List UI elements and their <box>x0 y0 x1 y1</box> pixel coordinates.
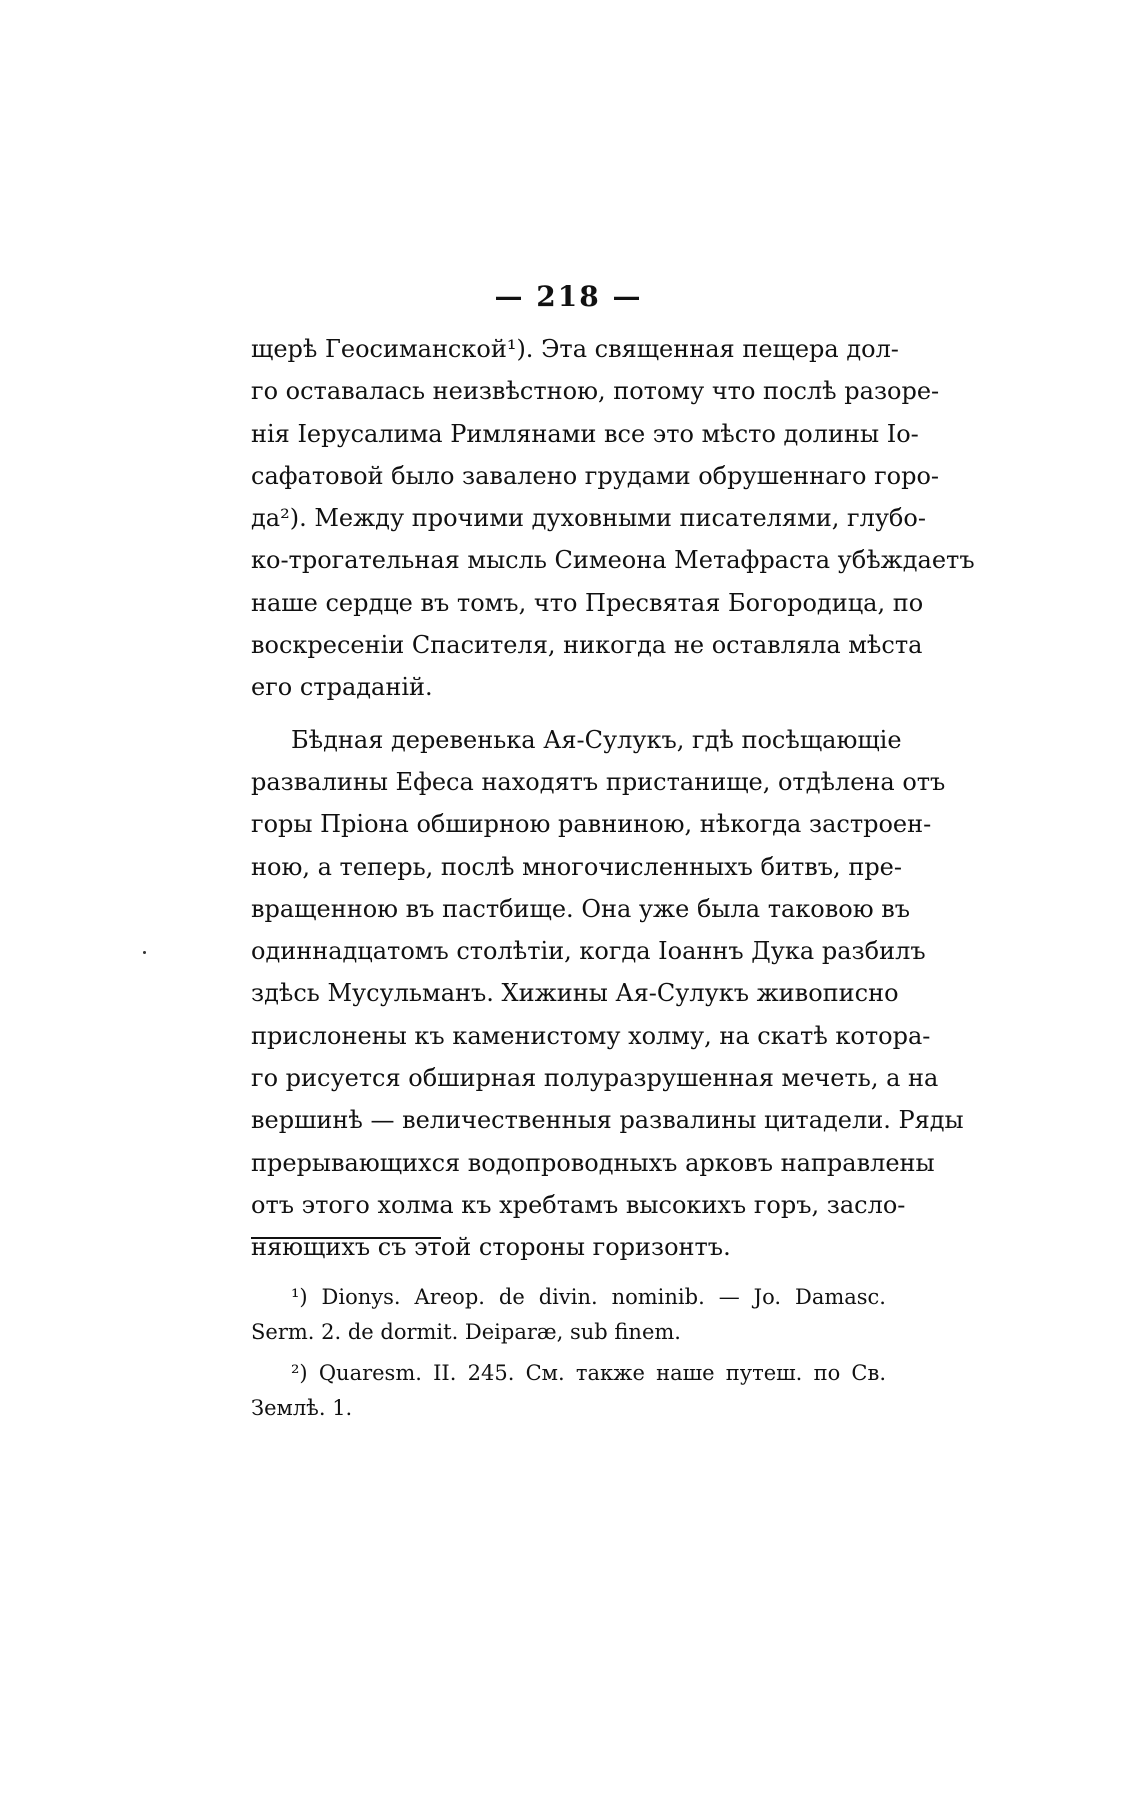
text-line: вращенною въ пастбище. Она уже была таковою въ <box>251 894 910 923</box>
book-page <box>251 0 975 1811</box>
text-line: щерѣ Геосиманской¹). Эта священная пещера дол- <box>251 335 899 363</box>
text-line: отъ этого холма къ хребтамъ высокихъ горъ, заслo- <box>251 1190 906 1219</box>
footnote-line: Землѣ. 1. <box>251 1396 353 1420</box>
text-line: нія Іерусалима Римлянами все это мѣсто долины Іо- <box>251 419 919 448</box>
text-line: воскресеніи Спасителя, никогда не оставляла мѣста <box>251 631 923 660</box>
paragraph-gap <box>251 709 886 719</box>
text-line: его страданій. <box>251 673 433 702</box>
text-line: няющихъ съ этой стороны горизонтъ. <box>251 1233 731 1262</box>
scan-speck <box>143 951 146 954</box>
text-line: прерывающихся водопроводныхъ арковъ направлены <box>251 1148 935 1177</box>
footnote-line: ¹) Dionys. Areop. de divin. nominib. — Jo. Damasc. <box>291 1285 886 1309</box>
page-number: — 218 — <box>494 280 643 313</box>
text-line: сафатовой было завалено грудами обрушеннаго горо- <box>251 461 940 490</box>
text-line: Бѣдная деревенька Ая-Сулукъ, гдѣ посѣщающіе <box>291 725 902 754</box>
footnotes <box>251 1280 886 1426</box>
footnote-rule <box>251 1237 441 1239</box>
text-line: одиннадцатомъ столѣтіи, когда Іоаннъ Дука разбилъ <box>251 937 926 966</box>
text-line: да²). Между прочими духовными писателями, глубо- <box>251 504 926 533</box>
text-line: ко-трогательная мысль Симеона Метафраста убѣждаетъ <box>251 546 975 575</box>
main-text <box>251 328 975 1269</box>
footnote-line: Serm. 2. de dormit. Deiparæ, sub finem. <box>251 1320 681 1344</box>
text-line: развалины Ефеса находятъ пристанище, отдѣлена отъ <box>251 767 946 796</box>
text-line: прислонены къ каменистому холму, на скатѣ которa- <box>251 1021 931 1050</box>
text-line: го оставалась неизвѣстною, потому что послѣ разоре- <box>251 377 940 406</box>
text-line: го рисуется обширная полуразрушенная мечеть, а на <box>251 1064 939 1093</box>
text-line: вершинѣ — величественныя развалины цитадели. Ряды <box>251 1106 964 1135</box>
text-line: наше сердце въ томъ, что Пресвятая Богородица, по <box>251 588 924 617</box>
footnote-line: ²) Quaresm. II. 245. См. также наше путеш. по Св. <box>291 1361 886 1385</box>
text-line: ною, а теперь, послѣ многочисленныхъ битвъ, пре- <box>251 852 902 881</box>
text-line: горы Пріона обширною равниною, нѣкогда застроен- <box>251 810 932 839</box>
text-line: здѣсь Мусульманъ. Хижины Ая-Сулукъ живописно <box>251 979 899 1008</box>
